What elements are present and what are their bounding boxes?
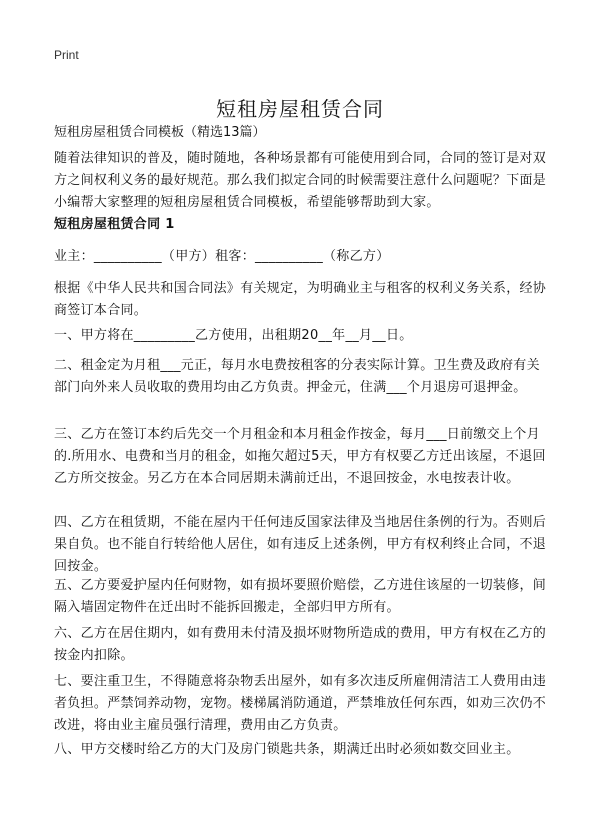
print-link[interactable]: Print — [54, 48, 79, 62]
clause-2: 二、租金定为月租___元正，每月水电费按租客的分表实际计算。卫生费及政府有关部门向外来人员收取的费用均由乙方负责。押金元，住满___个月退房可退押金。 — [54, 358, 540, 395]
document-title: 短租房屋租赁合同 — [216, 97, 384, 122]
section-heading: 短租房屋租赁合同 1 — [54, 217, 175, 232]
clause-5: 五、乙方要爱护屋内任何财物，如有损坏要照价赔偿，乙方进住该屋的一切装修，间隔入墙固定物件在迁出时不能拆回搬走，全部归甲方所有。 — [54, 578, 547, 615]
clause-8: 八、甲方交楼时给乙方的大门及房门锁匙共条，期满迁出时必须如数交回业主。 — [54, 742, 520, 757]
clause-7: 七、要注重卫生，不得随意将杂物丢出屋外，如有多次违反所雇佣清洁工人费用由违者负担。严禁饲养动物，宠物。楼梯属消防通道，严禁堆放任何东西，如劝三次仍不改进，将由业主雇员强行清理，费用由乙方负责。 — [54, 674, 547, 733]
document-subtitle: 短租房屋租赁合同模板（精选13篇） — [54, 125, 266, 140]
clause-1: 一、甲方将在_________乙方使用，出租期20__年__月__日。 — [54, 328, 413, 343]
clause-4: 四、乙方在租赁期，不能在屋内干任何违反国家法律及当地居住条例的行为。否则后果自负。也不能自行转给他人居住，如有违反上述条例，甲方有权利终止合同，不退回按金。 — [54, 515, 547, 574]
clause-6: 六、乙方在居住期内，如有费用未付清及损坏财物所造成的费用，甲方有权在乙方的按金内扣除。 — [54, 626, 547, 663]
preamble-paragraph: 根据《中华人民共和国合同法》有关规定，为明确业主与租客的权利义务关系，经协商签订本合同。 — [54, 281, 547, 318]
clause-3: 三、乙方在签订本约后先交一个月租金和本月租金作按金，每月___日前缴交上个月的.所用水、电费和当月的租金，如拖欠超过5天，甲方有权要乙方迁出该屋，不退回乙方所交按金。另乙方在本合同居期未满前迁出，不退回按金，水电按表计收。 — [54, 427, 546, 486]
intro-paragraph: 随着法律知识的普及，随时随地，各种场景都有可能使用到合同，合同的签订是对双方之间权利义务的最好规范。那么我们拟定合同的时候需要注意什么问题呢？下面是小编帮大家整理的短租房屋租赁合同模板，希望能够帮助到大家。 — [54, 151, 547, 210]
parties-line: 业主：__________（甲方）租客：__________（称乙方） — [54, 249, 390, 264]
